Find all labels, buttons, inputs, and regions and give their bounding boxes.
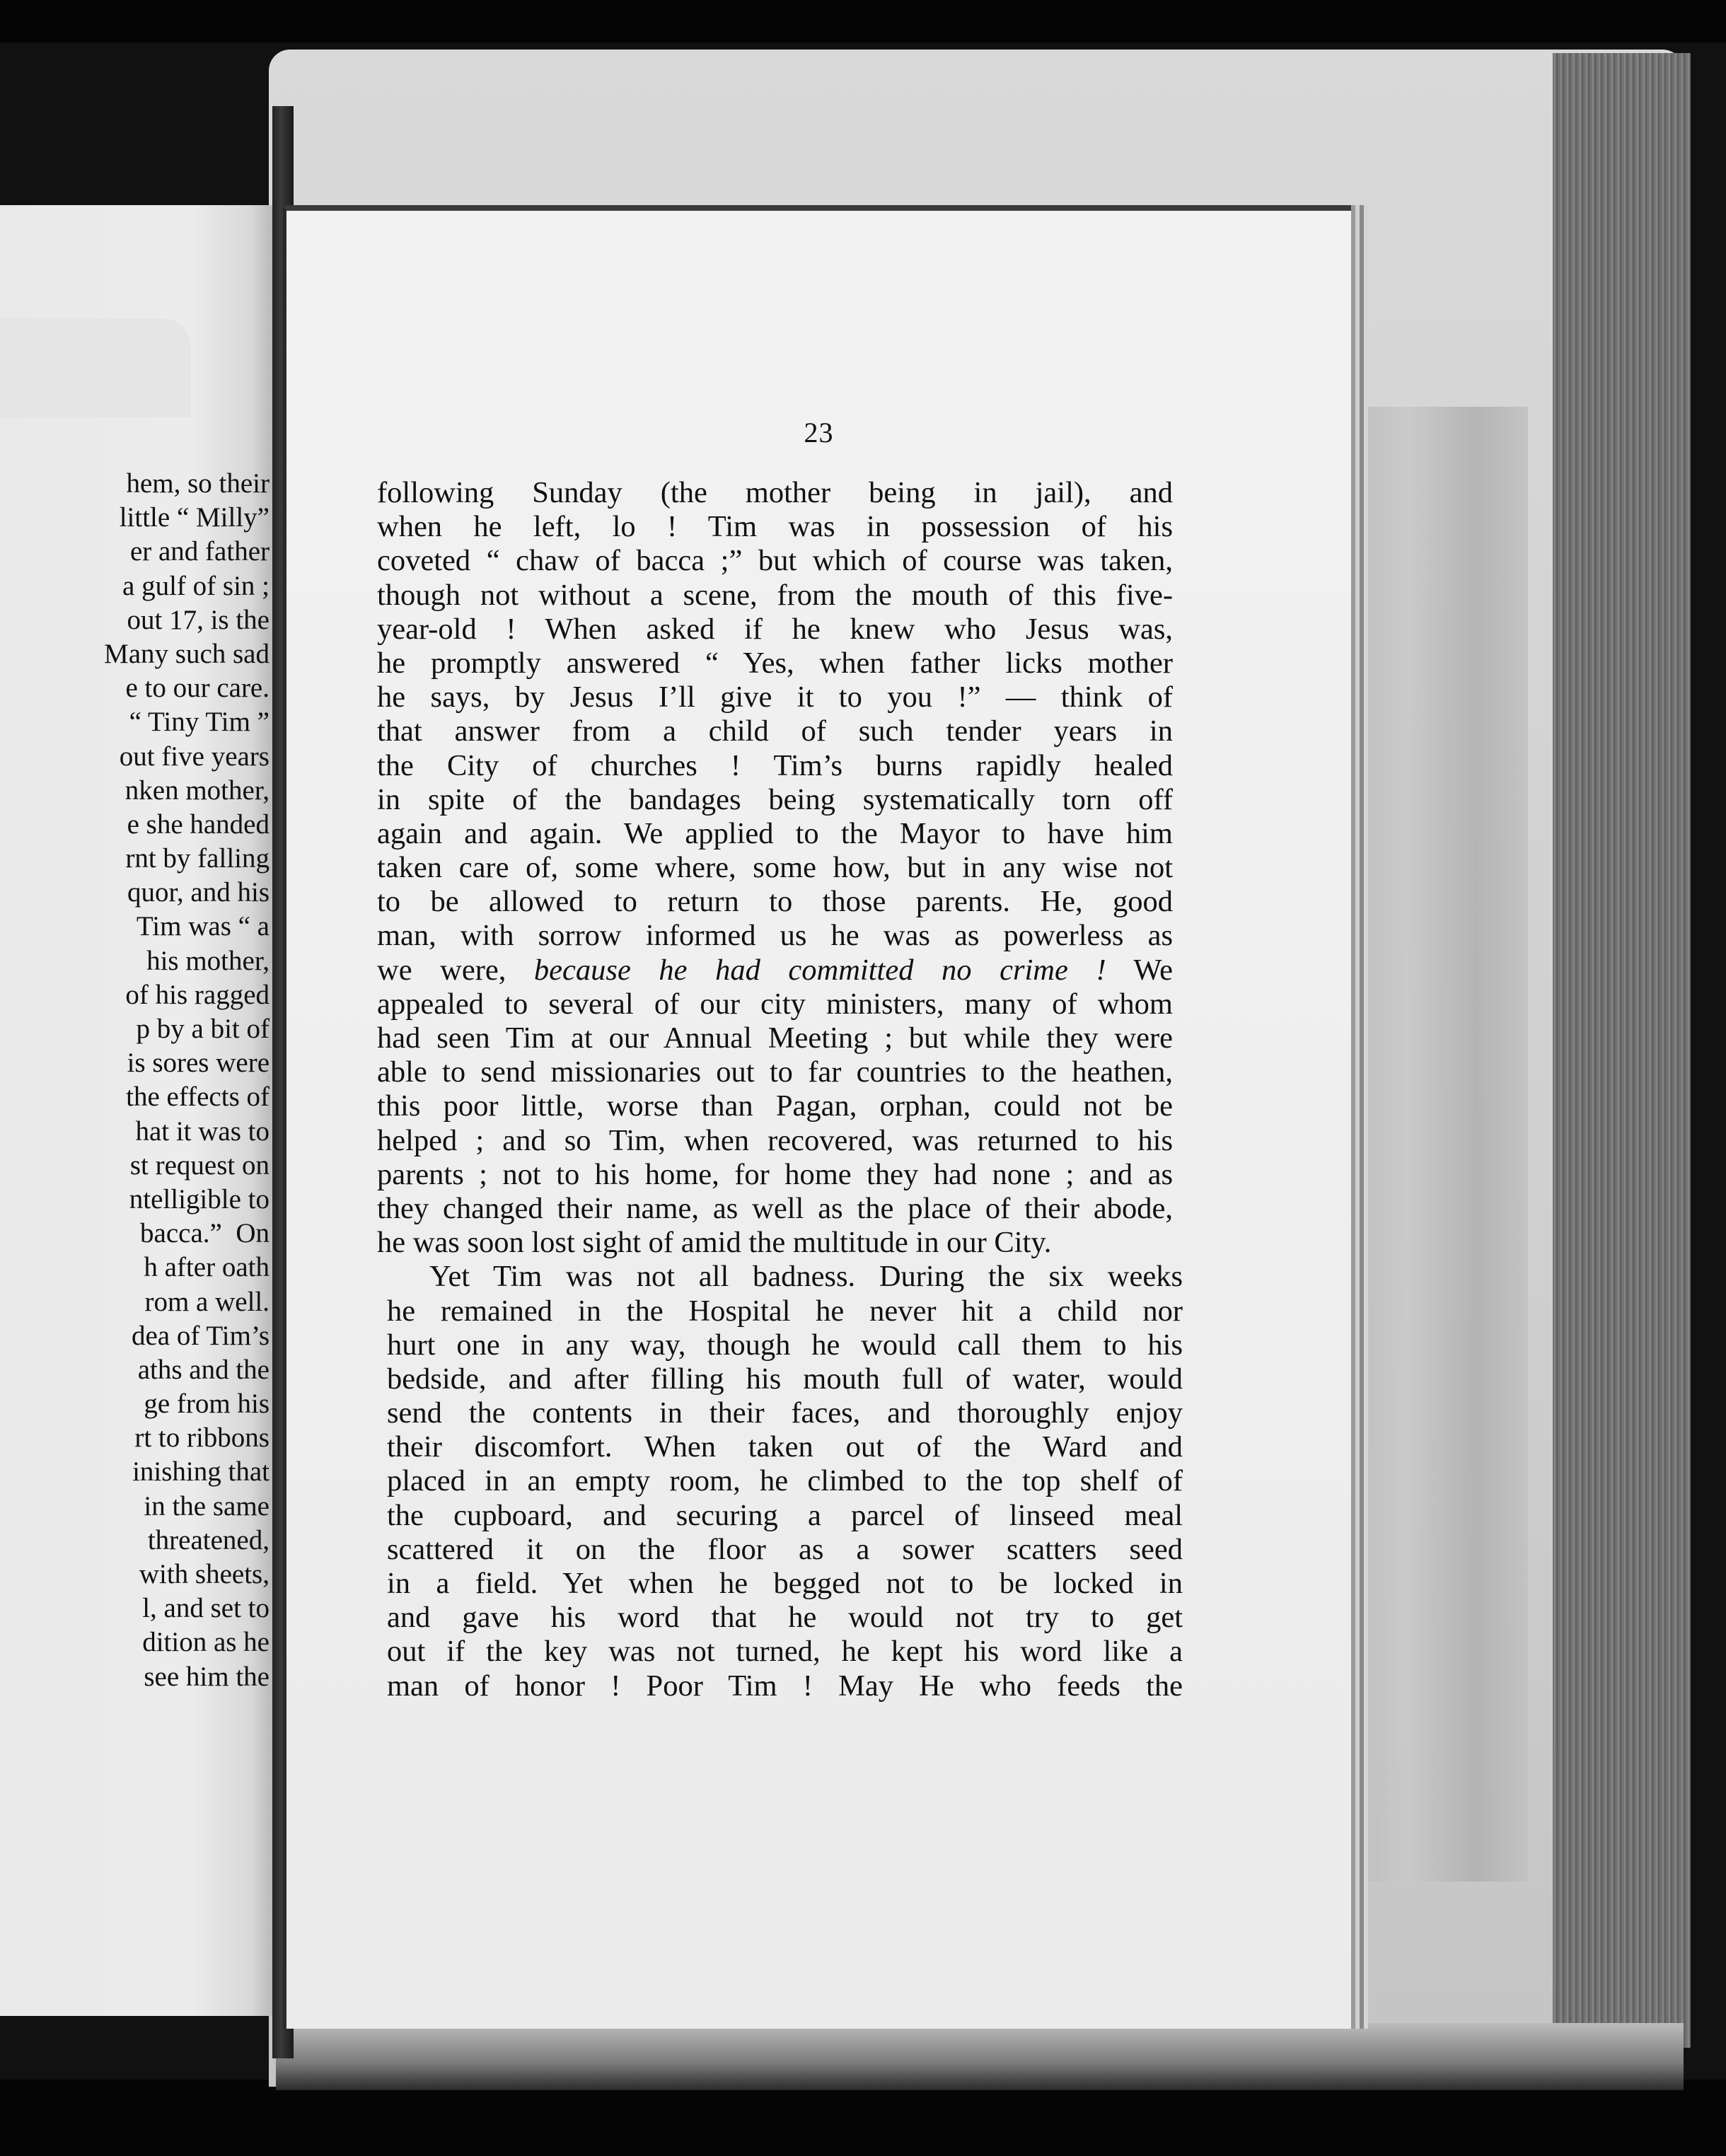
left-text-line: ntelligible to [129, 1183, 270, 1215]
text-line [377, 783, 1173, 817]
left-text-line: hem, so their [126, 468, 270, 499]
text-line [387, 1430, 1183, 1464]
text-line [377, 613, 1173, 647]
text-segment: had seen Tim at our Annual Meeting ; but while they were [377, 1021, 1173, 1055]
text-line [387, 1635, 1183, 1669]
text-line [387, 1396, 1183, 1430]
text-line [377, 817, 1173, 851]
left-text-line: Tim was “ a [136, 911, 270, 942]
text-segment: following Sunday (the mother being in jail), and [377, 476, 1173, 509]
text-segment: helped ; and so Tim, when recovered, was returned to his [377, 1123, 1173, 1157]
text-line [387, 1294, 1183, 1328]
text-segment: to be allowed to return to those parents. He, good [377, 885, 1173, 919]
text-segment: man, with sorrow informed us he was as powerless as [377, 919, 1173, 953]
italic-text: because he had committed no crime ! [533, 953, 1106, 987]
left-page-top [0, 318, 191, 417]
text-line [387, 1567, 1183, 1601]
text-line [387, 1669, 1183, 1703]
left-text-line: er and father [129, 536, 270, 567]
left-text-line: dea of Tim’s [131, 1320, 270, 1351]
text-segment: parents ; not to his home, for home they had none ; and as [377, 1157, 1173, 1191]
left-text-line: in the same [144, 1490, 270, 1522]
left-text-line: little “ Milly” [119, 502, 270, 533]
left-text-line: with sheets, [139, 1559, 270, 1589]
text-segment: he remained in the Hospital he never hit a child nor [387, 1294, 1183, 1328]
text-line [377, 851, 1173, 885]
left-text-line: the effects of [126, 1082, 270, 1113]
text-line [387, 1328, 1183, 1362]
text-segment: appealed to several of our city ministers, many of whom [377, 987, 1173, 1021]
text-segment: year-old ! When asked if he knew who Jesus was, [377, 612, 1173, 646]
text-line [377, 647, 1173, 680]
left-text-line: rt to ribbons [134, 1422, 270, 1454]
left-text-line: threatened, [147, 1524, 270, 1555]
text-segment: he promptly answered “ Yes, when father licks mother [377, 646, 1173, 680]
text-segment: hurt one in any way, though he would call them to his [387, 1328, 1183, 1362]
text-line [377, 544, 1173, 578]
left-page-text [0, 467, 270, 1694]
text-line [377, 885, 1173, 919]
text-segment: Yet Tim was not all badness. During the six weeks [429, 1260, 1183, 1294]
text-segment: taken care of, some where, some how, but in any wise not [377, 851, 1173, 885]
left-text-line: dition as he [142, 1627, 270, 1658]
text-line [387, 1601, 1183, 1635]
bottom-edge [276, 2023, 1684, 2090]
text-line [377, 919, 1173, 953]
text-segment: placed in an empty room, he climbed to the top shelf of [387, 1464, 1183, 1498]
text-line [377, 987, 1173, 1021]
text-line [377, 1124, 1173, 1158]
left-page [0, 205, 272, 2016]
left-text-line: nken mother, [124, 775, 270, 806]
show-through-plate [1355, 407, 1528, 1882]
text-line [387, 1499, 1183, 1533]
text-line [387, 1362, 1183, 1396]
left-text-line: bacca.” On [140, 1218, 270, 1249]
text-line [377, 749, 1173, 783]
left-text-line: see him the [144, 1661, 270, 1692]
text-segment: their discomfort. When taken out of the Ward and [387, 1430, 1183, 1464]
text-segment: coveted “ chaw of bacca ;” but which of course was taken, [377, 544, 1173, 578]
text-segment: in spite of the bandages being systematically torn off [377, 782, 1173, 816]
text-line [387, 1260, 1183, 1294]
text-segment: though not without a scene, from the mouth of this five- [377, 578, 1173, 612]
left-text-line: out 17, is the [127, 604, 270, 635]
left-text-line: ge from his [144, 1389, 270, 1420]
text-segment: in a field. Yet when he begged not to be locked in [387, 1567, 1183, 1600]
text-segment: man of honor ! Poor Tim ! May He who feeds the [387, 1669, 1183, 1703]
left-text-line: his mother, [146, 945, 270, 976]
text-line [377, 1089, 1173, 1123]
right-page [283, 205, 1351, 2029]
left-text-line: e to our care. [125, 673, 270, 704]
text-segment: scattered it on the floor as a sower scatters seed [387, 1532, 1183, 1566]
text-segment: able to send missionaries out to far countries to the heathen, [377, 1055, 1173, 1089]
fore-edge [1553, 53, 1691, 2048]
left-text-line: a gulf of sin ; [122, 570, 270, 601]
left-text-line: st request on [129, 1149, 270, 1181]
left-text-line: h after oath [144, 1252, 270, 1283]
left-text-line: l, and set to [142, 1593, 270, 1624]
left-text-line: e she handed [127, 808, 270, 840]
text-segment: send the contents in their faces, and thoroughly enjoy [387, 1396, 1183, 1430]
text-line [377, 680, 1173, 714]
left-text-line: out five years [119, 741, 270, 772]
text-segment: this poor little, worse than Pagan, orphan, could not be [377, 1089, 1173, 1123]
left-text-line: Many such sad [104, 638, 270, 669]
text-segment: we were, [377, 953, 534, 987]
text-segment: that answer from a child of such tender years in [377, 714, 1173, 748]
text-line [377, 1226, 1173, 1260]
text-segment: and gave his word that he would not try to get [387, 1601, 1183, 1635]
text-segment: bedside, and after filling his mouth full of water, would [387, 1362, 1183, 1396]
text-line [377, 476, 1173, 510]
left-text-line: hat it was to [135, 1115, 270, 1147]
text-segment: We [1106, 953, 1173, 987]
text-line [377, 1192, 1173, 1226]
left-text-line: rnt by falling [125, 843, 270, 874]
left-text-line: “ Tiny Tim ” [129, 707, 270, 738]
text-segment: again and again. We applied to the Mayor to have him [377, 816, 1173, 850]
text-line [377, 1021, 1173, 1055]
text-segment: the City of churches ! Tim’s burns rapidly healed [377, 748, 1173, 782]
text-segment: they changed their name, as well as the place of their abode, [377, 1191, 1173, 1225]
text-line [387, 1464, 1183, 1498]
left-text-line: inishing that [132, 1456, 270, 1488]
text-line [377, 714, 1173, 748]
left-text-line: p by a bit of [136, 1014, 270, 1044]
text-segment: he was soon lost sight of amid the multitude in our City. [377, 1226, 1052, 1260]
left-text-line: rom a well. [144, 1286, 270, 1317]
text-line [377, 579, 1173, 613]
text-line [377, 510, 1173, 544]
text-segment: the cupboard, and securing a parcel of linseed meal [387, 1498, 1183, 1532]
text-line [377, 1055, 1173, 1089]
text-line [387, 1533, 1183, 1567]
left-text-line: is sores were [127, 1048, 270, 1079]
page-number: 23 [804, 417, 834, 448]
text-segment: out if the key was not turned, he kept his word like a [387, 1635, 1183, 1669]
text-segment: when he left, lo ! Tim was in possession of his [377, 510, 1173, 544]
text-line [377, 1158, 1173, 1192]
body-text [377, 476, 1183, 1703]
left-text-line: quor, and his [127, 877, 270, 908]
text-segment: he says, by Jesus I’ll give it to you !” — think of [377, 680, 1173, 714]
left-text-line: of his ragged [125, 979, 270, 1010]
text-line [377, 954, 1173, 987]
left-text-line: aths and the [137, 1354, 270, 1385]
